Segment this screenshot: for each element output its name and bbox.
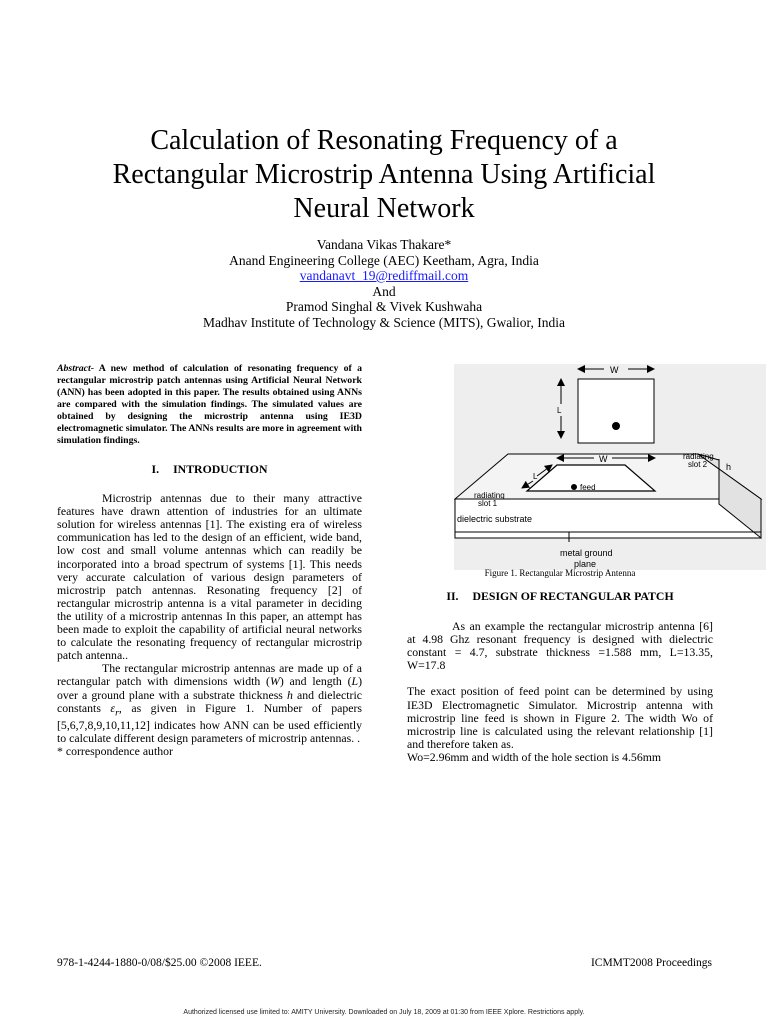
intro-p2-text-b: ) and length ( [279, 674, 352, 689]
l-side-label: L [557, 406, 562, 415]
figure-1 [454, 364, 766, 570]
title-line-3: Neural Network [293, 193, 475, 224]
email-link[interactable]: vandanavt_19@rediffmail.com [299, 268, 469, 283]
right-column [407, 590, 713, 764]
intro-p2-text-a: The rectangular microstrip antennas are made up of a rectangular patch with dimensions width ( [57, 661, 362, 689]
section-2-number: II. [446, 589, 459, 603]
abstract-text: A new method of calculation of resonating frequency of a rectangular microstrip patch antennas using Artificial Neural Network (ANN) has been adopted in this paper. The results obtained using ANNs are compared with the simulation findings. The simulated values are obtained by designing the microstrip antenna using IE3D electromagnetic simulator. The ANNs results are more in agreement with simulation findings. [57, 363, 362, 446]
affiliation-2: Madhav Institute of Technology & Science (MITS), Gwalior, India [203, 314, 565, 330]
substrate-label: dielectric substrate [457, 514, 533, 524]
and-text: And [372, 283, 396, 299]
title-line-1: Calculation of Resonating Frequency of a [150, 125, 618, 156]
w-top-label: W [610, 365, 619, 375]
radiating-slot-2-label-b: slot 2 [688, 460, 708, 469]
radiating-slot-1-label-a: radiating [474, 491, 505, 500]
license-notice: Authorized licensed use limited to: AMITY University. Downloaded on July 18, 2009 at 01:30 from IEEE Xplore. Restrictions apply. [183, 1009, 585, 1016]
symbol-W: W [269, 674, 280, 689]
feed-point-top [612, 422, 620, 430]
abstract-lead: Abstract- [57, 363, 95, 374]
affiliation-1: Anand Engineering College (AEC) Keetham, Agra, India [229, 252, 539, 268]
footer-proceedings: ICMMT2008 Proceedings [590, 957, 712, 969]
symbol-epsilon-sub: r [115, 706, 119, 718]
intro-paragraph-1: Microstrip antennas due to their many attractive features have drawn attention of industries for an ultimate solution for wireless antennas [1]. The existing era of wireless communication has led to the design of an efficient, wide band, low cost and small volume antennas which can readily be incorporated into a broad spectrum of systems [1]. This needs very accurate calculation of various design parameters of microstrip patch antennas. Resonating frequency [2] of rectangular microstrip antenna is a vital parameter in deciding the utility of a microstrip antennas In this paper, an attempt has been made to exploit the capability of artificial neural networks to calculate the resonating frequency of rectangular microstrip patch antenna.. [57, 491, 362, 663]
intro-p2-text-e: , as given in Figure 1. Number of papers [5,6,7,8,9,10,11,12] indicates how ANN can be used efficiently to calculate different design parameters of microstrip antennas. . [57, 700, 362, 746]
intro-p2-text-d: and dielectric constants [57, 687, 362, 715]
author-2: Pramod Singhal & Vivek Kushwaha [285, 299, 483, 314]
radiating-slot-1-label-b: slot 1 [478, 499, 498, 508]
footnote: * correspondence author [57, 744, 173, 759]
figure-1-caption: Figure 1. Rectangular Microstrip Antenna [484, 568, 636, 578]
intro-paragraph-2 [57, 662, 362, 745]
h-label: h [726, 462, 732, 472]
w-patch-label: W [599, 454, 608, 464]
section-1-number: I. [151, 462, 160, 476]
left-column [57, 363, 362, 758]
design-paragraph-1: As an example the rectangular microstrip antenna [6] at 4.98 Ghz resonant frequency is designed with dielectric constant = 4.7, substrate thickness =1.588 mm, L=13.35, W=17.8 [407, 619, 713, 673]
patch-top-view [578, 379, 654, 443]
section-2-heading [407, 590, 713, 603]
radiating-slot-2-label-a: radiating [683, 452, 714, 461]
feed-label: feed [580, 483, 596, 492]
title-line-2: Rectangular Microstrip Antenna Using Artificial [112, 159, 656, 190]
intro-p2-text-c: ) over a ground plane with a substrate thickness [57, 674, 363, 702]
section-1-title: INTRODUCTION [173, 462, 268, 476]
section-2-title: DESIGN OF RECTANGULAR PATCH [472, 589, 674, 603]
section-1-heading [57, 463, 362, 476]
feed-point-3d [571, 484, 577, 490]
symbol-epsilon: ε [110, 700, 116, 715]
ground-label-b: plane [574, 559, 597, 569]
design-paragraph-2: The exact position of feed point can be determined by using IE3D Electromagnetic Simulator. Microstrip antenna with microstrip line feed is shown in Figure 2. The width Wo of microstrip line is calculated using the relevant relationship [1] and therefore taken as. [407, 684, 713, 751]
paper-title [40, 124, 728, 226]
design-paragraph-3: Wo=2.96mm and width of the hole section is 4.56mm [407, 749, 662, 764]
abstract [57, 363, 362, 447]
antenna-diagram [454, 364, 766, 570]
l-patch-label: L [533, 472, 538, 481]
symbol-h: h [286, 687, 293, 702]
ground-label-a: metal ground [560, 548, 613, 558]
footer-isbn: 978-1-4244-1880-0/08/$25.00 ©2008 IEEE. [57, 957, 262, 969]
symbol-L: L [351, 674, 359, 689]
author-block [40, 237, 728, 330]
author-1: Vandana Vikas Thakare* [316, 237, 452, 252]
